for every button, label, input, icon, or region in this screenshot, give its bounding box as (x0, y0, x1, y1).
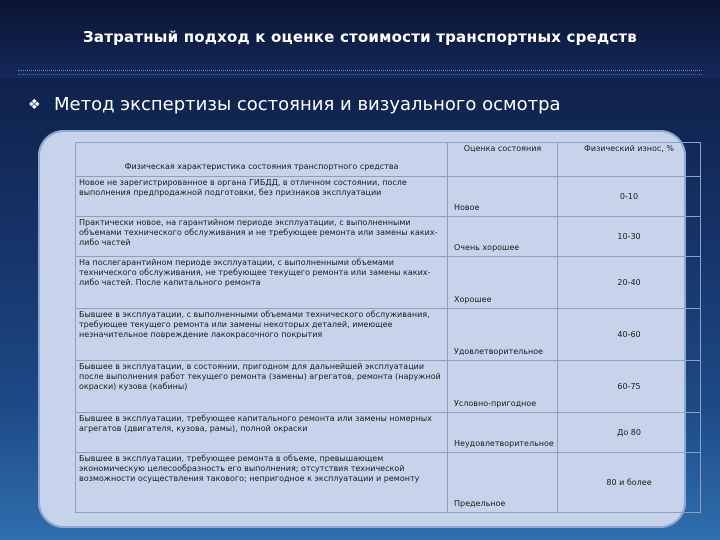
table-row (76, 177, 701, 217)
slide-title: Затратный подход к оценке стоимости транспортных средств (83, 28, 637, 46)
row-description: На послегарантийном периоде эксплуатации, с выполненными объемами технического обслуживания, не требующее текущего ремонта или замены каких-либо частей. После капитального ремонта (76, 257, 448, 309)
table-row (76, 217, 701, 257)
row-estimate: Новое (448, 177, 558, 217)
row-wear: 0-10 (558, 177, 701, 217)
title-divider (18, 70, 702, 75)
row-wear: 20-40 (558, 257, 701, 309)
diamond-bullet-icon: ❖ (28, 97, 41, 113)
row-estimate: Очень хорошее (448, 217, 558, 257)
row-description: Новое не зарегистрированное в органа ГИБДД, в отличном состоянии, после выполнения предпродажной подготовки, без признаков эксплуатации (76, 177, 448, 217)
row-wear: До 80 (558, 413, 701, 453)
header-wear: Физический износ, % (558, 143, 701, 177)
row-estimate: Хорошее (448, 257, 558, 309)
slide-subtitle: Метод экспертизы состояния и визуального осмотра (54, 94, 561, 115)
table-row (76, 413, 701, 453)
row-estimate: Неудовлетворительное (448, 413, 558, 453)
row-description: Бывшее в эксплуатации, требующее капитального ремонта или замены номерных агрегатов (двигателя, кузова, рамы), полной окраски (76, 413, 448, 453)
row-description: Бывшее в эксплуатации, требующее ремонта в объеме, превышающем экономическую целесообразность его выполнения; отсутствия технической возможности осуществления такового; непригодное к эксплуатации и ремонту (76, 453, 448, 513)
table-header-row (76, 143, 701, 177)
row-estimate: Условно-пригодное (448, 361, 558, 413)
table-row (76, 453, 701, 513)
table-row (76, 309, 701, 361)
header-estimate: Оценка состояния (448, 143, 558, 177)
row-estimate: Удовлетворительное (448, 309, 558, 361)
row-wear: 60-75 (558, 361, 701, 413)
row-estimate: Предельное (448, 453, 558, 513)
table-row (76, 257, 701, 309)
row-description: Бывшее в эксплуатации, в состоянии, пригодном для дальнейшей эксплуатации после выполнения работ текущего ремонта (замены) агрегатов, ремонта (наружной окраски) кузова (кабины) (76, 361, 448, 413)
row-description: Практически новое, на гарантийном периоде эксплуатации, с выполненными объемами технического обслуживания и не требующее ремонта или замены каких-либо частей (76, 217, 448, 257)
row-wear: 80 и более (558, 453, 701, 513)
table-row (76, 361, 701, 413)
row-wear: 40-60 (558, 309, 701, 361)
row-wear: 10-30 (558, 217, 701, 257)
header-description: Физическая характеристика состояния транспортного средства (76, 143, 448, 177)
wear-table (75, 142, 701, 513)
row-description: Бывшее в эксплуатации, с выполненными объемами технического обслуживания, требующее текущего ремонта или замены некоторых деталей, имеющее незначительное повреждение лакокрасочного покрытия (76, 309, 448, 361)
